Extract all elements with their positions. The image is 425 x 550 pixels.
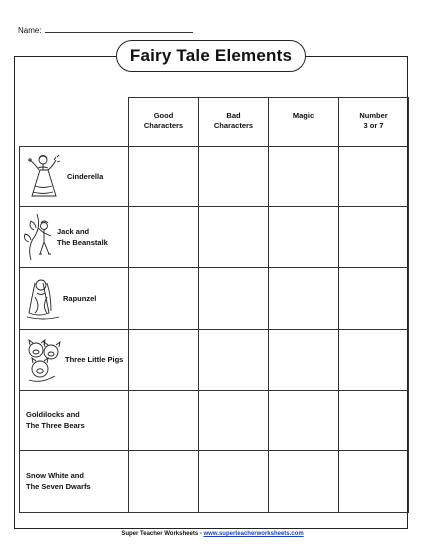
story-label: The Three Bears [26,421,85,431]
worksheet-title: Fairy Tale Elements [116,40,306,72]
story-label: Cinderella [67,172,104,182]
column-header-number: Number 3 or 7 [339,98,409,147]
answer-cell[interactable] [129,390,199,450]
row-header-rapunzel [20,268,129,329]
story-label: Rapunzel [63,293,97,303]
answer-cell[interactable] [269,147,339,207]
table-row [20,147,409,207]
footer-url-link[interactable]: www.superteacherworksheets.com [203,531,304,537]
answer-cell[interactable] [339,450,409,512]
answer-cell[interactable] [199,450,269,512]
answer-cell[interactable] [269,207,339,268]
table-row [20,329,409,390]
corner-cell [20,98,129,147]
answer-cell[interactable] [339,268,409,329]
column-header-magic: Magic [269,98,339,147]
story-label: Goldilocks and [26,410,80,420]
answer-cell[interactable] [129,207,199,268]
answer-cell[interactable] [129,268,199,329]
answer-cell[interactable] [269,450,339,512]
answer-cell[interactable] [199,329,269,390]
answer-cell[interactable] [199,268,269,329]
three-pigs-icon [23,336,65,384]
answer-cell[interactable] [199,207,269,268]
fairy-tale-table [19,97,409,513]
table-row [20,207,409,268]
row-header-jack-and-the-beanstalk [20,207,129,268]
answer-cell[interactable] [269,268,339,329]
name-input-line[interactable] [45,25,193,33]
story-label: The Seven Dwarfs [26,482,91,492]
column-header-good-characters: Good Characters [129,98,199,147]
story-label: Three Little Pigs [65,355,124,365]
answer-cell[interactable] [199,390,269,450]
answer-cell[interactable] [339,207,409,268]
rapunzel-icon [23,273,63,323]
row-header-cinderella [20,147,129,207]
story-label: Snow White and [26,471,84,481]
header-row [20,98,409,147]
row-header-goldilocks [20,390,129,450]
footer [0,531,425,537]
table-row [20,390,409,450]
story-label: Jack and [57,227,90,237]
story-label: The Beanstalk [57,238,108,248]
cinderella-icon [23,152,67,202]
table-row [20,450,409,512]
table-row [20,268,409,329]
answer-cell[interactable] [129,147,199,207]
answer-cell[interactable] [339,147,409,207]
name-label: Name: [18,26,42,35]
column-header-bad-characters: Bad Characters [199,98,269,147]
answer-cell[interactable] [199,147,269,207]
answer-cell[interactable] [269,390,339,450]
answer-cell[interactable] [339,329,409,390]
name-field [18,25,193,35]
answer-cell[interactable] [129,329,199,390]
footer-separator: - [198,531,204,537]
answer-cell[interactable] [339,390,409,450]
jack-beanstalk-icon [23,212,57,262]
answer-cell[interactable] [129,450,199,512]
row-header-snow-white [20,450,129,512]
answer-cell[interactable] [269,329,339,390]
row-header-three-little-pigs [20,329,129,390]
footer-brand: Super Teacher Worksheets [121,531,199,537]
